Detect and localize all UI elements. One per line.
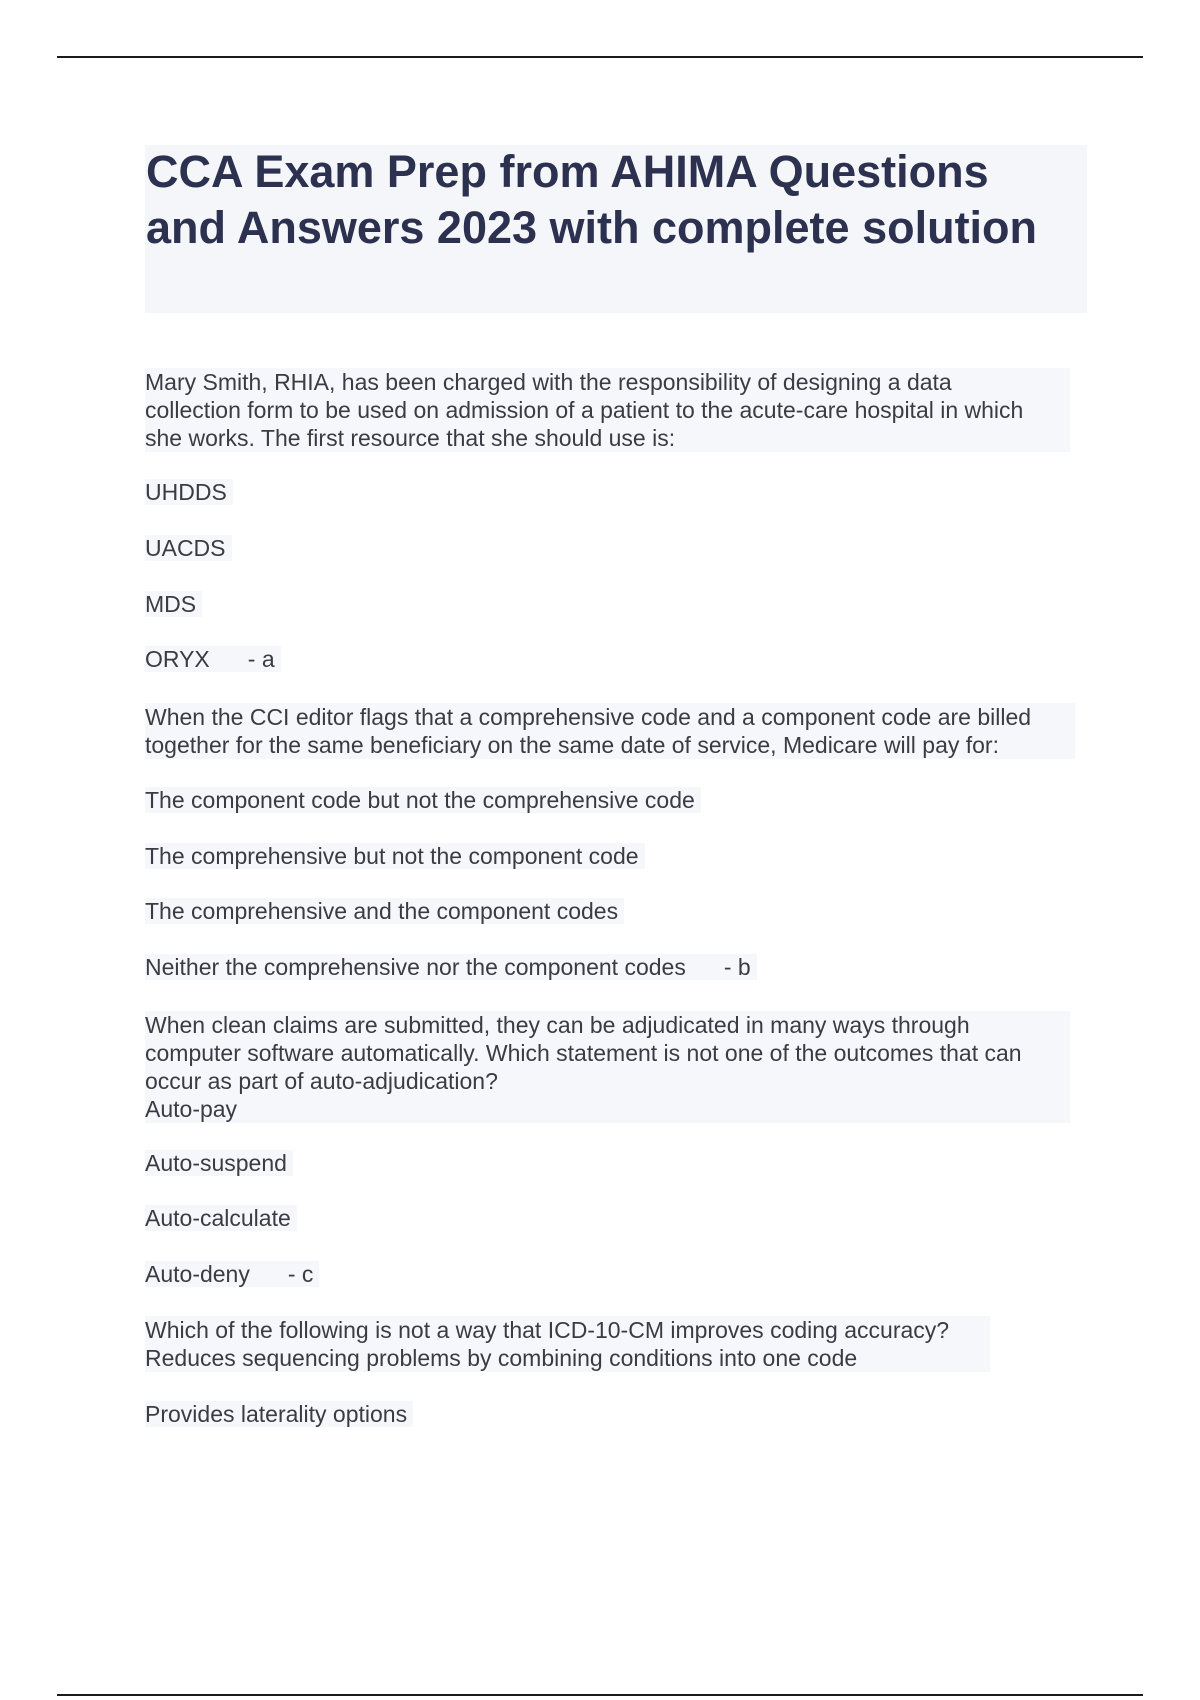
q2-option-d <box>145 953 757 981</box>
q2-option-b: The comprehensive but not the component code <box>145 842 645 870</box>
question-2-line: When the CCI editor flags that a comprehensive code and a component code are billed <box>145 704 1032 730</box>
question-3-line: When clean claims are submitted, they can be adjudicated in many ways through <box>145 1012 970 1038</box>
q3-option-d-text: Auto-deny <box>145 1261 250 1287</box>
document-title: CCA Exam Prep from AHIMA Questions and Answers 2023 with complete solution <box>146 146 1038 253</box>
q2-option-d-text: Neither the comprehensive nor the component codes <box>145 954 686 980</box>
question-4-line: Reduces sequencing problems by combining conditions into one code <box>145 1345 858 1371</box>
q2-answer: - b <box>723 954 751 980</box>
q3-option-b: Auto-suspend <box>145 1149 293 1177</box>
question-3-line: computer software automatically. Which statement is not one of the outcomes that can <box>145 1040 1022 1066</box>
q1-option-c: MDS <box>145 590 202 618</box>
question-3-line: Auto-pay <box>145 1096 238 1122</box>
question-1 <box>145 368 1023 452</box>
question-1-line: collection form to be used on admission of a patient to the acute-care hospital in which <box>145 397 1024 423</box>
q3-option-c: Auto-calculate <box>145 1204 297 1232</box>
question-4 <box>145 1316 949 1372</box>
q1-option-d-text: ORYX <box>145 646 210 672</box>
question-2-line: together for the same beneficiary on the same date of service, Medicare will pay for: <box>145 732 999 758</box>
q1-option-a: UHDDS <box>145 478 233 506</box>
q1-option-b: UACDS <box>145 534 232 562</box>
q2-option-a: The component code but not the comprehensive code <box>145 786 701 814</box>
footer-rule <box>57 1694 1143 1696</box>
q1-option-d <box>145 645 281 673</box>
question-3 <box>145 1011 1022 1123</box>
question-4-line: Which of the following is not a way that ICD-10-CM improves coding accuracy? <box>145 1317 950 1343</box>
q1-answer: - a <box>247 646 275 672</box>
question-1-line: she works. The first resource that she should use is: <box>145 425 676 451</box>
question-1-line: Mary Smith, RHIA, has been charged with the responsibility of designing a data <box>145 369 952 395</box>
question-3-line: occur as part of auto-adjudication? <box>145 1068 498 1094</box>
header-rule <box>57 56 1143 58</box>
q3-option-d <box>145 1260 319 1288</box>
q2-option-c: The comprehensive and the component codes <box>145 897 624 925</box>
question-2 <box>145 703 1031 759</box>
q3-answer: - c <box>287 1261 314 1287</box>
q4-option-b: Provides laterality options <box>145 1400 413 1428</box>
